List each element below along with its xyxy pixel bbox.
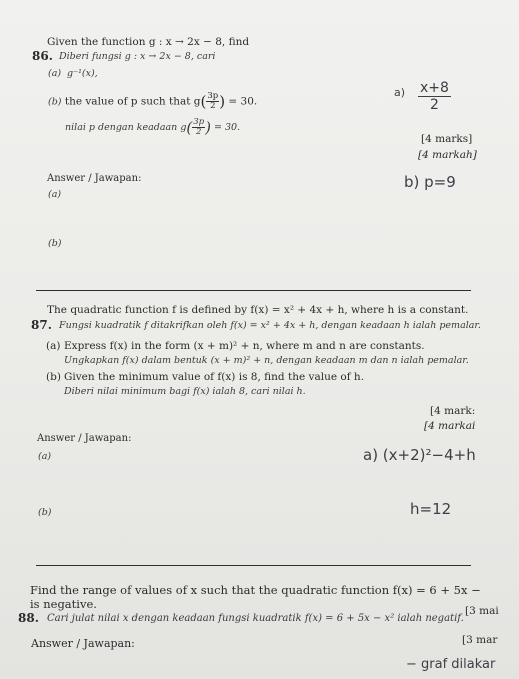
q86-fraction: $\frac{3p}{2}$ [207, 91, 219, 111]
q86-marks-my: [4 markah] [418, 149, 477, 161]
q88-stem-en-line2: is negative. [30, 597, 97, 611]
q86-part-a-expr: g⁻¹(x), [67, 68, 98, 79]
q88-hw-note: − graf dilakar [406, 657, 496, 672]
q87-hw-a: a) (x+2)²−4+h [363, 446, 476, 464]
q86-answer-b-label: (b) [48, 238, 62, 249]
q86-part-b-label: (b) [48, 96, 62, 108]
q86-part-b-my: nilai p dengan keadaan g( $\frac{3p}{2}$ ) = 30. [65, 117, 241, 137]
q87-part-a-my: Ungkapkan f(x) dalam bentuk (x + m)² + n, dengan keadaan m dan n ialah pemalar. [64, 355, 469, 366]
q87-part-b-my: Diberi nilai minimum bagi f(x) ialah 8, cari nilai h. [64, 386, 306, 397]
q87-marks-en: [4 mark: [430, 405, 476, 417]
q86-part-b-equals: = 30. [228, 95, 258, 108]
q86-hw-b: b) p=9 [404, 173, 456, 191]
q87-number: 87. [31, 318, 52, 332]
q87-part-a-en: Express f(x) in the form (x + m)² + n, where m and n are constants. [64, 340, 425, 352]
q86-marks-en: [4 marks] [421, 133, 473, 145]
q86-answer-label: Answer / Jawapan: [47, 173, 142, 184]
q88-stem-my: Cari julat nilai x dengan keadaan fungsi kuadratik f(x) = 6 + 5x − x² ialah negatif. [47, 613, 464, 624]
q87-answer-label: Answer / Jawapan: [37, 433, 132, 444]
q86-stem-en: Given the function g : x → 2x − 8, find [47, 36, 250, 48]
q87-hw-b: h=12 [410, 500, 452, 518]
q86-hw-a-label: a) [394, 86, 406, 99]
q86-answer-a-label: (a) [48, 189, 62, 200]
q88-marks-en: [3 mai [465, 605, 499, 617]
q87-stem-en: The quadratic function f is defined by f(x) = x² + 4x + h, where h is a constant. [47, 304, 469, 316]
divider-1 [36, 290, 471, 291]
q86-part-b-en-text: the value of p such that g [64, 95, 201, 108]
q87-part-a-label: (a) [46, 340, 61, 352]
q86-part-a-label: (a) [48, 68, 62, 79]
q88-marks-my: [3 mar [462, 634, 498, 646]
q87-answer-a-label: (a) [38, 451, 52, 462]
divider-2 [36, 565, 471, 566]
q88-stem-en-line1: Find the range of values of x such that the quadratic function f(x) = 6 + 5x − [30, 583, 481, 597]
q86-part-b-en: (b) the value of p such that g( $\frac{3p}{2}$ ) = 30. [48, 91, 258, 111]
q87-answer-b-label: (b) [38, 507, 52, 518]
q87-stem-my: Fungsi kuadratik f ditakrifkan oleh f(x) = x² + 4x + h, dengan keadaan h ialah pemalar. [59, 320, 481, 331]
q86-number: 86. [32, 49, 53, 63]
q87-part-b-label: (b) [46, 371, 61, 383]
q86-stem-my: Diberi fungsi g : x → 2x − 8, cari [59, 51, 216, 62]
q88-number: 88. [18, 611, 39, 625]
q86-hw-a-fraction: x+8 2 [420, 80, 449, 113]
q88-answer-label: Answer / Jawapan: [31, 637, 135, 650]
q87-marks-my: [4 markai [424, 420, 476, 432]
q87-part-b-en: Given the minimum value of f(x) is 8, find the value of h. [64, 371, 365, 383]
